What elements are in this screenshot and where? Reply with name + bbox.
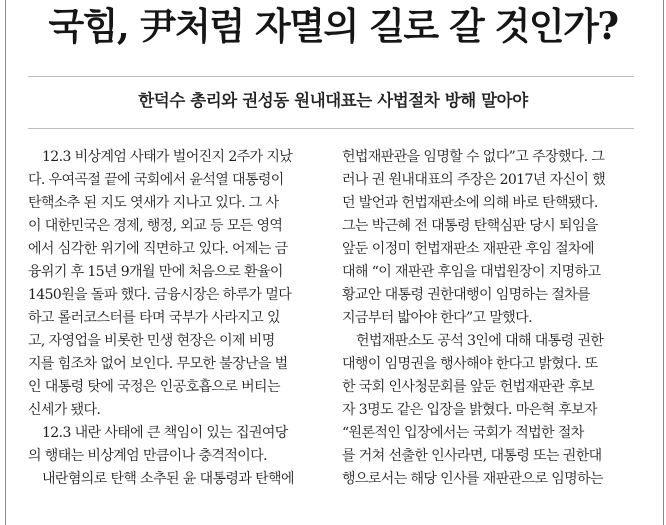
article-line: 내란혐의로 탄핵 소추된 윤 대통령과 탄핵에	[42, 471, 294, 487]
editorial-subheadline: 한덕수 총리와 권성동 원내대표는 사법절차 방해 말아야	[138, 91, 528, 110]
article-line: 대행이 임명권을 행사해야 한다고 밝혔다. 또	[342, 356, 598, 372]
article-line: 헌법재판소도 공석 3인에 대해 대통령 권한	[356, 333, 604, 349]
headline-divider	[28, 76, 634, 77]
article-line: “원론적인 입장에서는 국회가 적법한 절차	[342, 425, 584, 441]
article-line: 에서 심각한 위기에 직면하고 있다. 어제는 금	[28, 241, 288, 257]
article-line: 자 3명도 같은 입장을 밝혔다. 마은혁 후보자	[342, 402, 597, 418]
article-line: 그는 박근혜 전 대통령 탄핵심판 당시 퇴임을	[342, 218, 598, 234]
article-line: 를 거쳐 선출한 인사라면, 대통령 또는 권한대	[342, 448, 602, 464]
article-line: 12.3 내란 사태에 큰 책임이 있는 집권여당	[42, 425, 288, 441]
article-line: 러나 권 원내대표의 주장은 2017년 자신이 했	[342, 172, 606, 188]
article-line: 지를 힘조차 없어 보인다. 무모한 불장난을 벌	[28, 356, 288, 372]
article-line: 융위기 후 15년 9개월 만에 처음으로 환율이	[28, 264, 283, 280]
article-line: 신세가 됐다.	[28, 402, 101, 418]
article-line: 이 대한민국은 경제, 행정, 외교 등 모든 영역	[28, 218, 283, 234]
article-line: 12.3 비상계엄 사태가 벌어진지 2주가 지났	[42, 149, 293, 165]
article-column-right	[342, 146, 644, 491]
article-line: 앞둔 이정미 헌법재판소 재판관 후임 절차에	[342, 241, 594, 257]
article-line: 황교안 대통령 권한대행이 임명하는 절차를	[342, 287, 591, 303]
page-frame-right	[663, 0, 664, 525]
article-line: 대해 “이 재판관 후임을 대법원장이 지명하고	[342, 264, 601, 280]
subheadline-divider	[28, 128, 634, 129]
article-line: 1450원을 돌파 했다. 금융시장은 하루가 멀다	[28, 287, 292, 303]
article-line: 인 대통령 탓에 국정은 인공호흡으로 버티는	[28, 379, 280, 395]
page-frame-left	[5, 0, 6, 525]
article-line: 고, 자영업을 비롯한 민생 현장은 이제 비명	[28, 333, 275, 349]
article-line: 의 행태는 비상계엄 만큼이나 충격적이다.	[28, 448, 267, 464]
article-line: 지금부터 밟아야 한다”고 말했다.	[342, 310, 532, 326]
article-line: 하고 롤러코스터를 타며 국부가 사라지고 있	[28, 310, 280, 326]
editorial-headline: 국힘, 尹처럼 자멸의 길로 갈 것인가?	[48, 4, 618, 48]
article-line: 탄핵소추 된 지도 엿새가 지나고 있다. 그 사	[28, 195, 279, 211]
article-line: 다. 우여곡절 끝에 국회에서 윤석열 대통령이	[28, 172, 284, 188]
article-line: 한 국회 인사청문회를 앞둔 헌법재판관 후보	[342, 379, 594, 395]
article-line: 헌법재판관을 임명할 수 없다”고 주장했다. 그	[342, 149, 605, 165]
article-column-left	[28, 146, 330, 491]
article-line: 던 발언과 헌법재판소에 의해 바로 탄핵됐다.	[342, 195, 598, 211]
article-line: 행으로서는 해당 인사를 재판관으로 임명하는	[342, 471, 603, 487]
